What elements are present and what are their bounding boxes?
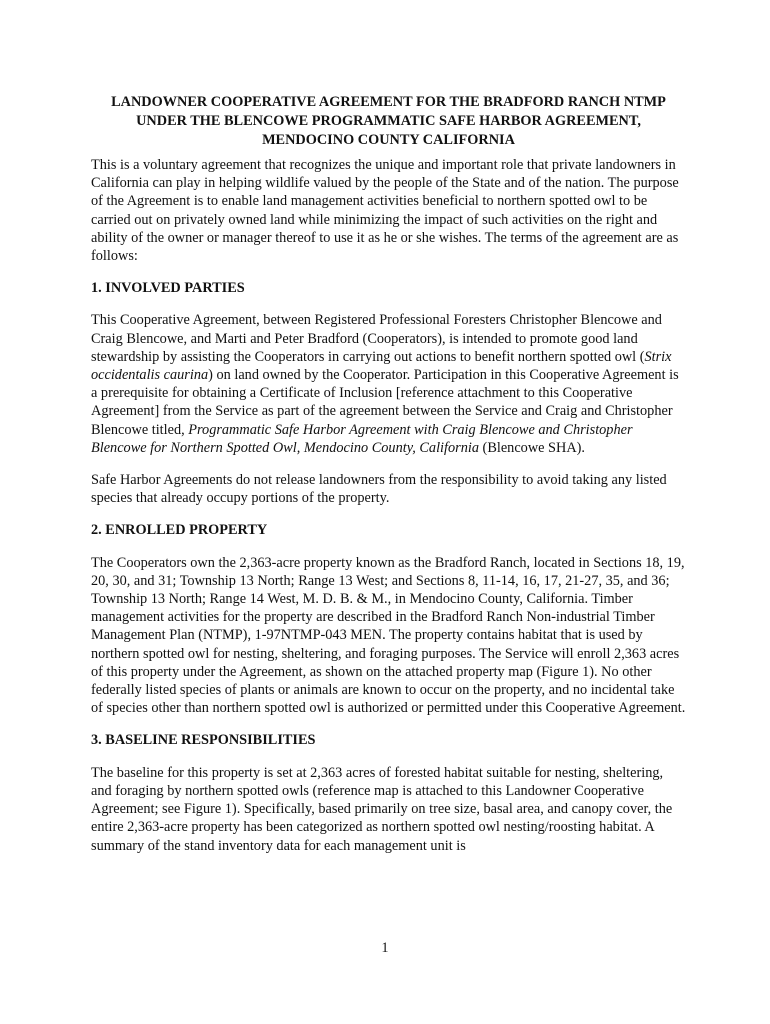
section-1-text-c: (Blencowe SHA). <box>478 439 585 456</box>
title-line-2: UNDER THE BLENCOWE PROGRAMMATIC SAFE HARBOR AGREEMENT, <box>136 113 641 129</box>
page-number: 1 <box>381 940 389 956</box>
section-1-paragraph-2: Safe Harbor Agreements do not release landowners from the responsibility to avoid taking any listed species that already occupy portions of the property. <box>91 472 667 507</box>
intro-paragraph: This is a voluntary agreement that recognizes the unique and important role that private landowners in California can play in helping wildlife valued by the people of the State and of the nation. The purpose of the Agreement is to enable land management activities beneficial to northern spotted owl to be carried out on privately owned land while minimizing the impact of such activities on the right and ability of the owner or manager thereof to use it as he or she wishes. The terms of the agreement are as follows: <box>91 157 679 265</box>
species-name: Strix occidentalis caurina <box>91 348 672 384</box>
section-1-paragraph-1 <box>91 311 686 457</box>
document-page <box>91 93 686 869</box>
document-title <box>91 93 686 150</box>
section-2-paragraph-1: The Cooperators own the 2,363-acre property known as the Bradford Ranch, located in Sections 18, 19, 20, 30, and 31; Township 13 North; Range 13 West; and Sections 8, 11-14, 16, 17, 21-27, 35, and 36; Township 13 North; Range 14 West, M. D. B. & M., in Mendocino County, California. Timber management activities for the property are described in the Bradford Ranch Non-industrial Timber Management Plan (NTMP), 1-97NTMP-043 MEN. The property contains habitat that is used by northern spotted owl for nesting, sheltering, and foraging purposes. The Service will enroll 2,363 acres of this property under the Agreement, as shown on the attached property map (Figure 1). No other federally listed species of plants or animals are known to occur on the property, and no incidental take of species other than northern spotted owl is authorized or permitted under this Cooperative Agreement. <box>91 554 686 717</box>
section-3-heading: 3. BASELINE RESPONSIBILITIES <box>91 732 316 749</box>
section-3-paragraph-1: The baseline for this property is set at 2,363 acres of forested habitat suitable for nesting, sheltering, and foraging by northern spotted owls (reference map is attached to this Landowner Cooperative Agreement; see Figure 1). Specifically, based primarily on tree size, basal area, and canopy cover, the entire 2,363-acre property has been categorized as northern spotted owl nesting/roosting habitat. A summary of the stand inventory data for each management unit is <box>91 764 673 854</box>
title-line-3: MENDOCINO COUNTY CALIFORNIA <box>262 132 515 148</box>
title-line-1: LANDOWNER COOPERATIVE AGREEMENT FOR THE BRADFORD RANCH NTMP <box>111 94 666 110</box>
agreement-title: Programmatic Safe Harbor Agreement with Craig Blencowe and Christopher Blencowe for Northern Spotted Owl, Mendocino County, California <box>91 421 633 456</box>
section-1-heading: 1. INVOLVED PARTIES <box>91 280 245 297</box>
section-1-text-b: ) on land owned by the Cooperator. Participation in this Cooperative Agreement is a prerequisite for obtaining a Certificate of Inclusion [reference attachment to this Cooperative Agreement] from the Service as part of the agreement between the Service and Craig and Christopher Blencowe titled, <box>91 367 679 438</box>
section-1-text-a: This Cooperative Agreement, between Registered Professional Foresters Christopher Blencowe and Craig Blencowe, and Marti and Peter Bradford (Cooperators), is intended to promote good land stewardship by assisting the Cooperators in carrying out actions to benefit northern spotted owl ( <box>91 312 662 365</box>
section-2-heading: 2. ENROLLED PROPERTY <box>91 522 268 539</box>
